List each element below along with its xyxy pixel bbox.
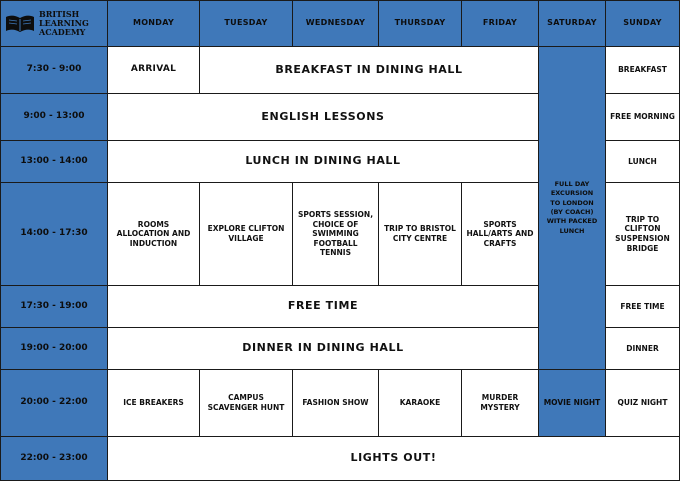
day-header-wednesday: WEDNESDAY [292, 0, 379, 47]
english-lessons-block: ENGLISH LESSONS [107, 93, 539, 141]
logo-line-1: BRITISH [39, 9, 80, 20]
wednesday-afternoon: SPORTS SESSION, CHOICE OF SWIMMING FOOTBALL TENNIS [292, 182, 379, 286]
day-header-sunday: SUNDAY [605, 0, 680, 47]
time-slot-2: 9:00 - 13:00 [0, 93, 108, 141]
tuesday-evening: CAMPUS SCAVENGER HUNT [199, 369, 293, 437]
sunday-afternoon: TRIP TO CLIFTON SUSPENSION BRIDGE [605, 182, 680, 286]
lights-out-block: LIGHTS OUT! [107, 436, 680, 481]
time-slot-3: 13:00 - 14:00 [0, 140, 108, 183]
open-book-icon [5, 14, 35, 34]
lunch-block: LUNCH IN DINING HALL [107, 140, 539, 183]
time-slot-8: 22:00 - 23:00 [0, 436, 108, 481]
sunday-evening: QUIZ NIGHT [605, 369, 680, 437]
monday-arrival: ARRIVAL [107, 46, 200, 94]
day-header-tuesday: TUESDAY [199, 0, 293, 47]
saturday-excursion: FULL DAY EXCURSION TO LONDON (BY COACH) WITH PACKED LUNCH [538, 46, 606, 370]
time-slot-4: 14:00 - 17:30 [0, 182, 108, 286]
logo-line-2: LEARNING [39, 18, 89, 29]
sunday-free-morning: FREE MORNING [605, 93, 680, 141]
logo-line-3: ACADEMY [39, 26, 86, 37]
time-slot-5: 17:30 - 19:00 [0, 285, 108, 328]
day-header-thursday: THURSDAY [378, 0, 462, 47]
free-time-block: FREE TIME [107, 285, 539, 328]
breakfast-block: BREAKFAST IN DINING HALL [199, 46, 539, 94]
time-slot-1: 7:30 - 9:00 [0, 46, 108, 94]
sunday-dinner: DINNER [605, 327, 680, 370]
logo-text [39, 10, 89, 36]
time-slot-6: 19:00 - 20:00 [0, 327, 108, 370]
time-slot-7: 20:00 - 22:00 [0, 369, 108, 437]
dinner-block: DINNER IN DINING HALL [107, 327, 539, 370]
thursday-afternoon: TRIP TO BRISTOL CITY CENTRE [378, 182, 462, 286]
sunday-free-time: FREE TIME [605, 285, 680, 328]
saturday-evening: MOVIE NIGHT [538, 369, 606, 437]
sunday-lunch: LUNCH [605, 140, 680, 183]
logo-cell [0, 0, 108, 47]
thursday-evening: KARAOKE [378, 369, 462, 437]
wednesday-evening: FASHION SHOW [292, 369, 379, 437]
day-header-monday: MONDAY [107, 0, 200, 47]
day-header-friday: FRIDAY [461, 0, 539, 47]
monday-afternoon: ROOMS ALLOCATION AND INDUCTION [107, 182, 200, 286]
sunday-breakfast: BREAKFAST [605, 46, 680, 94]
tuesday-afternoon: EXPLORE CLIFTON VILLAGE [199, 182, 293, 286]
monday-evening: ICE BREAKERS [107, 369, 200, 437]
friday-afternoon: SPORTS HALL/ARTS AND CRAFTS [461, 182, 539, 286]
friday-evening: MURDER MYSTERY [461, 369, 539, 437]
day-header-saturday: SATURDAY [538, 0, 606, 47]
